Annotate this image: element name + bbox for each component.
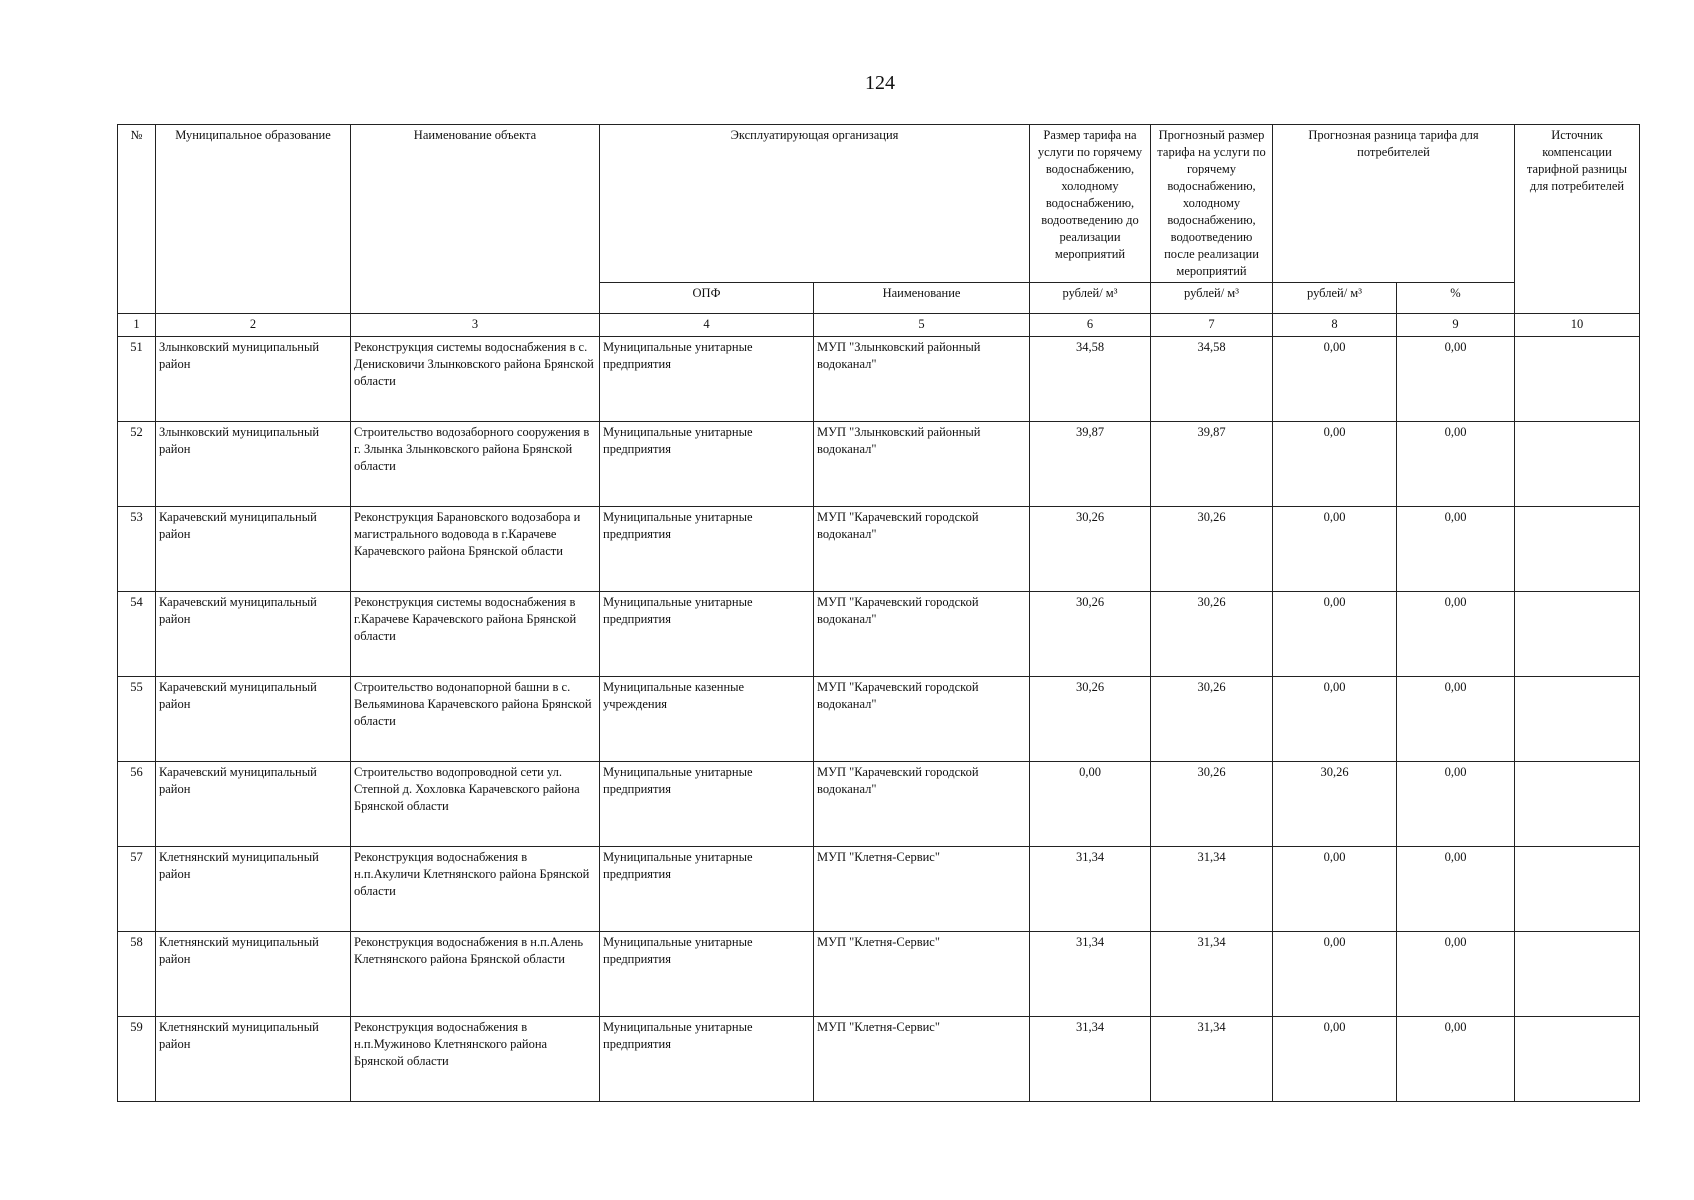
row-diff-rub: 0,00 — [1273, 422, 1397, 507]
row-number: 53 — [118, 507, 156, 592]
row-opf: Муниципальные унитарные предприятия — [600, 932, 814, 1017]
row-tariff-after: 30,26 — [1151, 592, 1273, 677]
row-diff-pct: 0,00 — [1397, 507, 1515, 592]
header-tariff-after: Прогнозный размер тарифа на услуги по горячему водоснабжению, холодному водоснабжению, водоотведению после реализации мероприятий — [1151, 125, 1273, 283]
row-opf: Муниципальные унитарные предприятия — [600, 592, 814, 677]
header-unit-diff: рублей/ м³ — [1273, 283, 1397, 314]
header-unit-percent: % — [1397, 283, 1515, 314]
row-source — [1515, 677, 1640, 762]
row-municipality: Клетнянский муниципальный район — [156, 932, 351, 1017]
header-tariff-diff: Прогнозная разница тарифа для потребителей — [1273, 125, 1515, 283]
row-number: 54 — [118, 592, 156, 677]
row-operator: МУП "Клетня-Сервис" — [814, 1017, 1030, 1102]
column-number: 6 — [1030, 314, 1151, 337]
row-number: 56 — [118, 762, 156, 847]
header-opf: ОПФ — [600, 283, 814, 314]
row-municipality: Карачевский муниципальный район — [156, 507, 351, 592]
row-tariff-before: 31,34 — [1030, 932, 1151, 1017]
column-number: 8 — [1273, 314, 1397, 337]
row-municipality: Карачевский муниципальный район — [156, 592, 351, 677]
row-diff-pct: 0,00 — [1397, 677, 1515, 762]
table-row — [118, 932, 1640, 1017]
header-unit-after: рублей/ м³ — [1151, 283, 1273, 314]
row-operator: МУП "Злынковский районный водоканал" — [814, 422, 1030, 507]
row-opf: Муниципальные унитарные предприятия — [600, 1017, 814, 1102]
row-diff-pct: 0,00 — [1397, 762, 1515, 847]
column-number: 5 — [814, 314, 1030, 337]
row-tariff-before: 31,34 — [1030, 847, 1151, 932]
table-row — [118, 337, 1640, 422]
row-opf: Муниципальные унитарные предприятия — [600, 847, 814, 932]
row-operator: МУП "Карачевский городской водоканал" — [814, 677, 1030, 762]
table-row — [118, 762, 1640, 847]
row-tariff-before: 30,26 — [1030, 592, 1151, 677]
row-object: Реконструкция водоснабжения в н.п.Алень Клетнянского района Брянской области — [351, 932, 600, 1017]
row-number: 58 — [118, 932, 156, 1017]
row-diff-rub: 0,00 — [1273, 1017, 1397, 1102]
column-number: 9 — [1397, 314, 1515, 337]
row-operator: МУП "Карачевский городской водоканал" — [814, 762, 1030, 847]
column-number: 7 — [1151, 314, 1273, 337]
row-diff-pct: 0,00 — [1397, 847, 1515, 932]
tariff-table — [117, 124, 1640, 1102]
row-opf: Муниципальные унитарные предприятия — [600, 422, 814, 507]
row-diff-rub: 30,26 — [1273, 762, 1397, 847]
row-object: Реконструкция системы водоснабжения в с. Денисковичи Злынковского района Брянской области — [351, 337, 600, 422]
row-tariff-after: 31,34 — [1151, 847, 1273, 932]
row-tariff-before: 30,26 — [1030, 507, 1151, 592]
header-municipality: Муниципальное образование — [156, 125, 351, 314]
row-source — [1515, 507, 1640, 592]
header-operator: Эксплуатирующая организация — [600, 125, 1030, 283]
row-source — [1515, 422, 1640, 507]
row-source — [1515, 592, 1640, 677]
row-object: Реконструкция Барановского водозабора и магистрального водовода в г.Карачеве Карачевского района Брянской области — [351, 507, 600, 592]
row-object: Реконструкция водоснабжения в н.п.Мужиново Клетнянского района Брянской области — [351, 1017, 600, 1102]
column-number: 1 — [118, 314, 156, 337]
table-row — [118, 592, 1640, 677]
page-number: 124 — [865, 72, 895, 94]
row-tariff-after: 31,34 — [1151, 1017, 1273, 1102]
row-opf: Муниципальные унитарные предприятия — [600, 762, 814, 847]
row-municipality: Карачевский муниципальный район — [156, 762, 351, 847]
row-tariff-before: 34,58 — [1030, 337, 1151, 422]
row-tariff-after: 30,26 — [1151, 507, 1273, 592]
row-opf: Муниципальные казенные учреждения — [600, 677, 814, 762]
row-object: Реконструкция системы водоснабжения в г.Карачеве Карачевского района Брянской области — [351, 592, 600, 677]
row-object: Строительство водопроводной сети ул. Степной д. Хохловка Карачевского района Брянской области — [351, 762, 600, 847]
table-row — [118, 847, 1640, 932]
row-diff-rub: 0,00 — [1273, 592, 1397, 677]
row-tariff-before: 31,34 — [1030, 1017, 1151, 1102]
row-diff-pct: 0,00 — [1397, 422, 1515, 507]
column-number: 2 — [156, 314, 351, 337]
row-source — [1515, 932, 1640, 1017]
row-tariff-before: 0,00 — [1030, 762, 1151, 847]
column-number: 4 — [600, 314, 814, 337]
header-tariff-before: Размер тарифа на услуги по горячему водоснабжению, холодному водоснабжению, водоотведению до реализации мероприятий — [1030, 125, 1151, 283]
table-row — [118, 422, 1640, 507]
row-operator: МУП "Клетня-Сервис" — [814, 847, 1030, 932]
row-object: Реконструкция водоснабжения в н.п.Акуличи Клетнянского района Брянской области — [351, 847, 600, 932]
row-source — [1515, 847, 1640, 932]
row-operator: МУП "Злынковский районный водоканал" — [814, 337, 1030, 422]
row-diff-pct: 0,00 — [1397, 337, 1515, 422]
row-operator: МУП "Клетня-Сервис" — [814, 932, 1030, 1017]
row-tariff-after: 30,26 — [1151, 762, 1273, 847]
row-tariff-after: 39,87 — [1151, 422, 1273, 507]
row-municipality: Злынковский муниципальный район — [156, 422, 351, 507]
row-operator: МУП "Карачевский городской водоканал" — [814, 507, 1030, 592]
header-row — [118, 125, 1640, 283]
table-row — [118, 677, 1640, 762]
row-diff-pct: 0,00 — [1397, 592, 1515, 677]
row-object: Строительство водозаборного сооружения в г. Злынка Злынковского района Брянской области — [351, 422, 600, 507]
row-tariff-after: 31,34 — [1151, 932, 1273, 1017]
row-opf: Муниципальные унитарные предприятия — [600, 337, 814, 422]
row-diff-rub: 0,00 — [1273, 507, 1397, 592]
table-row — [118, 1017, 1640, 1102]
row-number: 55 — [118, 677, 156, 762]
row-tariff-before: 39,87 — [1030, 422, 1151, 507]
row-tariff-before: 30,26 — [1030, 677, 1151, 762]
row-municipality: Клетнянский муниципальный район — [156, 1017, 351, 1102]
row-number: 51 — [118, 337, 156, 422]
row-opf: Муниципальные унитарные предприятия — [600, 507, 814, 592]
row-diff-rub: 0,00 — [1273, 337, 1397, 422]
row-diff-pct: 0,00 — [1397, 1017, 1515, 1102]
column-number: 10 — [1515, 314, 1640, 337]
header-object-name: Наименование объекта — [351, 125, 600, 314]
row-diff-rub: 0,00 — [1273, 932, 1397, 1017]
row-municipality: Клетнянский муниципальный район — [156, 847, 351, 932]
row-diff-rub: 0,00 — [1273, 847, 1397, 932]
header-compensation-source: Источник компенсации тарифной разницы для потребителей — [1515, 125, 1640, 314]
row-operator: МУП "Карачевский городской водоканал" — [814, 592, 1030, 677]
header-unit-before: рублей/ м³ — [1030, 283, 1151, 314]
row-tariff-after: 34,58 — [1151, 337, 1273, 422]
column-numbers-row — [118, 314, 1640, 337]
tariff-table-container — [117, 124, 1639, 1102]
row-number: 52 — [118, 422, 156, 507]
row-source — [1515, 762, 1640, 847]
row-object: Строительство водонапорной башни в с. Вельяминова Карачевского района Брянской области — [351, 677, 600, 762]
header-operator-name: Наименование — [814, 283, 1030, 314]
row-diff-rub: 0,00 — [1273, 677, 1397, 762]
row-number: 59 — [118, 1017, 156, 1102]
row-source — [1515, 337, 1640, 422]
row-source — [1515, 1017, 1640, 1102]
row-municipality: Злынковский муниципальный район — [156, 337, 351, 422]
table-row — [118, 507, 1640, 592]
row-tariff-after: 30,26 — [1151, 677, 1273, 762]
row-municipality: Карачевский муниципальный район — [156, 677, 351, 762]
row-diff-pct: 0,00 — [1397, 932, 1515, 1017]
row-number: 57 — [118, 847, 156, 932]
header-no: № — [118, 125, 156, 314]
column-number: 3 — [351, 314, 600, 337]
